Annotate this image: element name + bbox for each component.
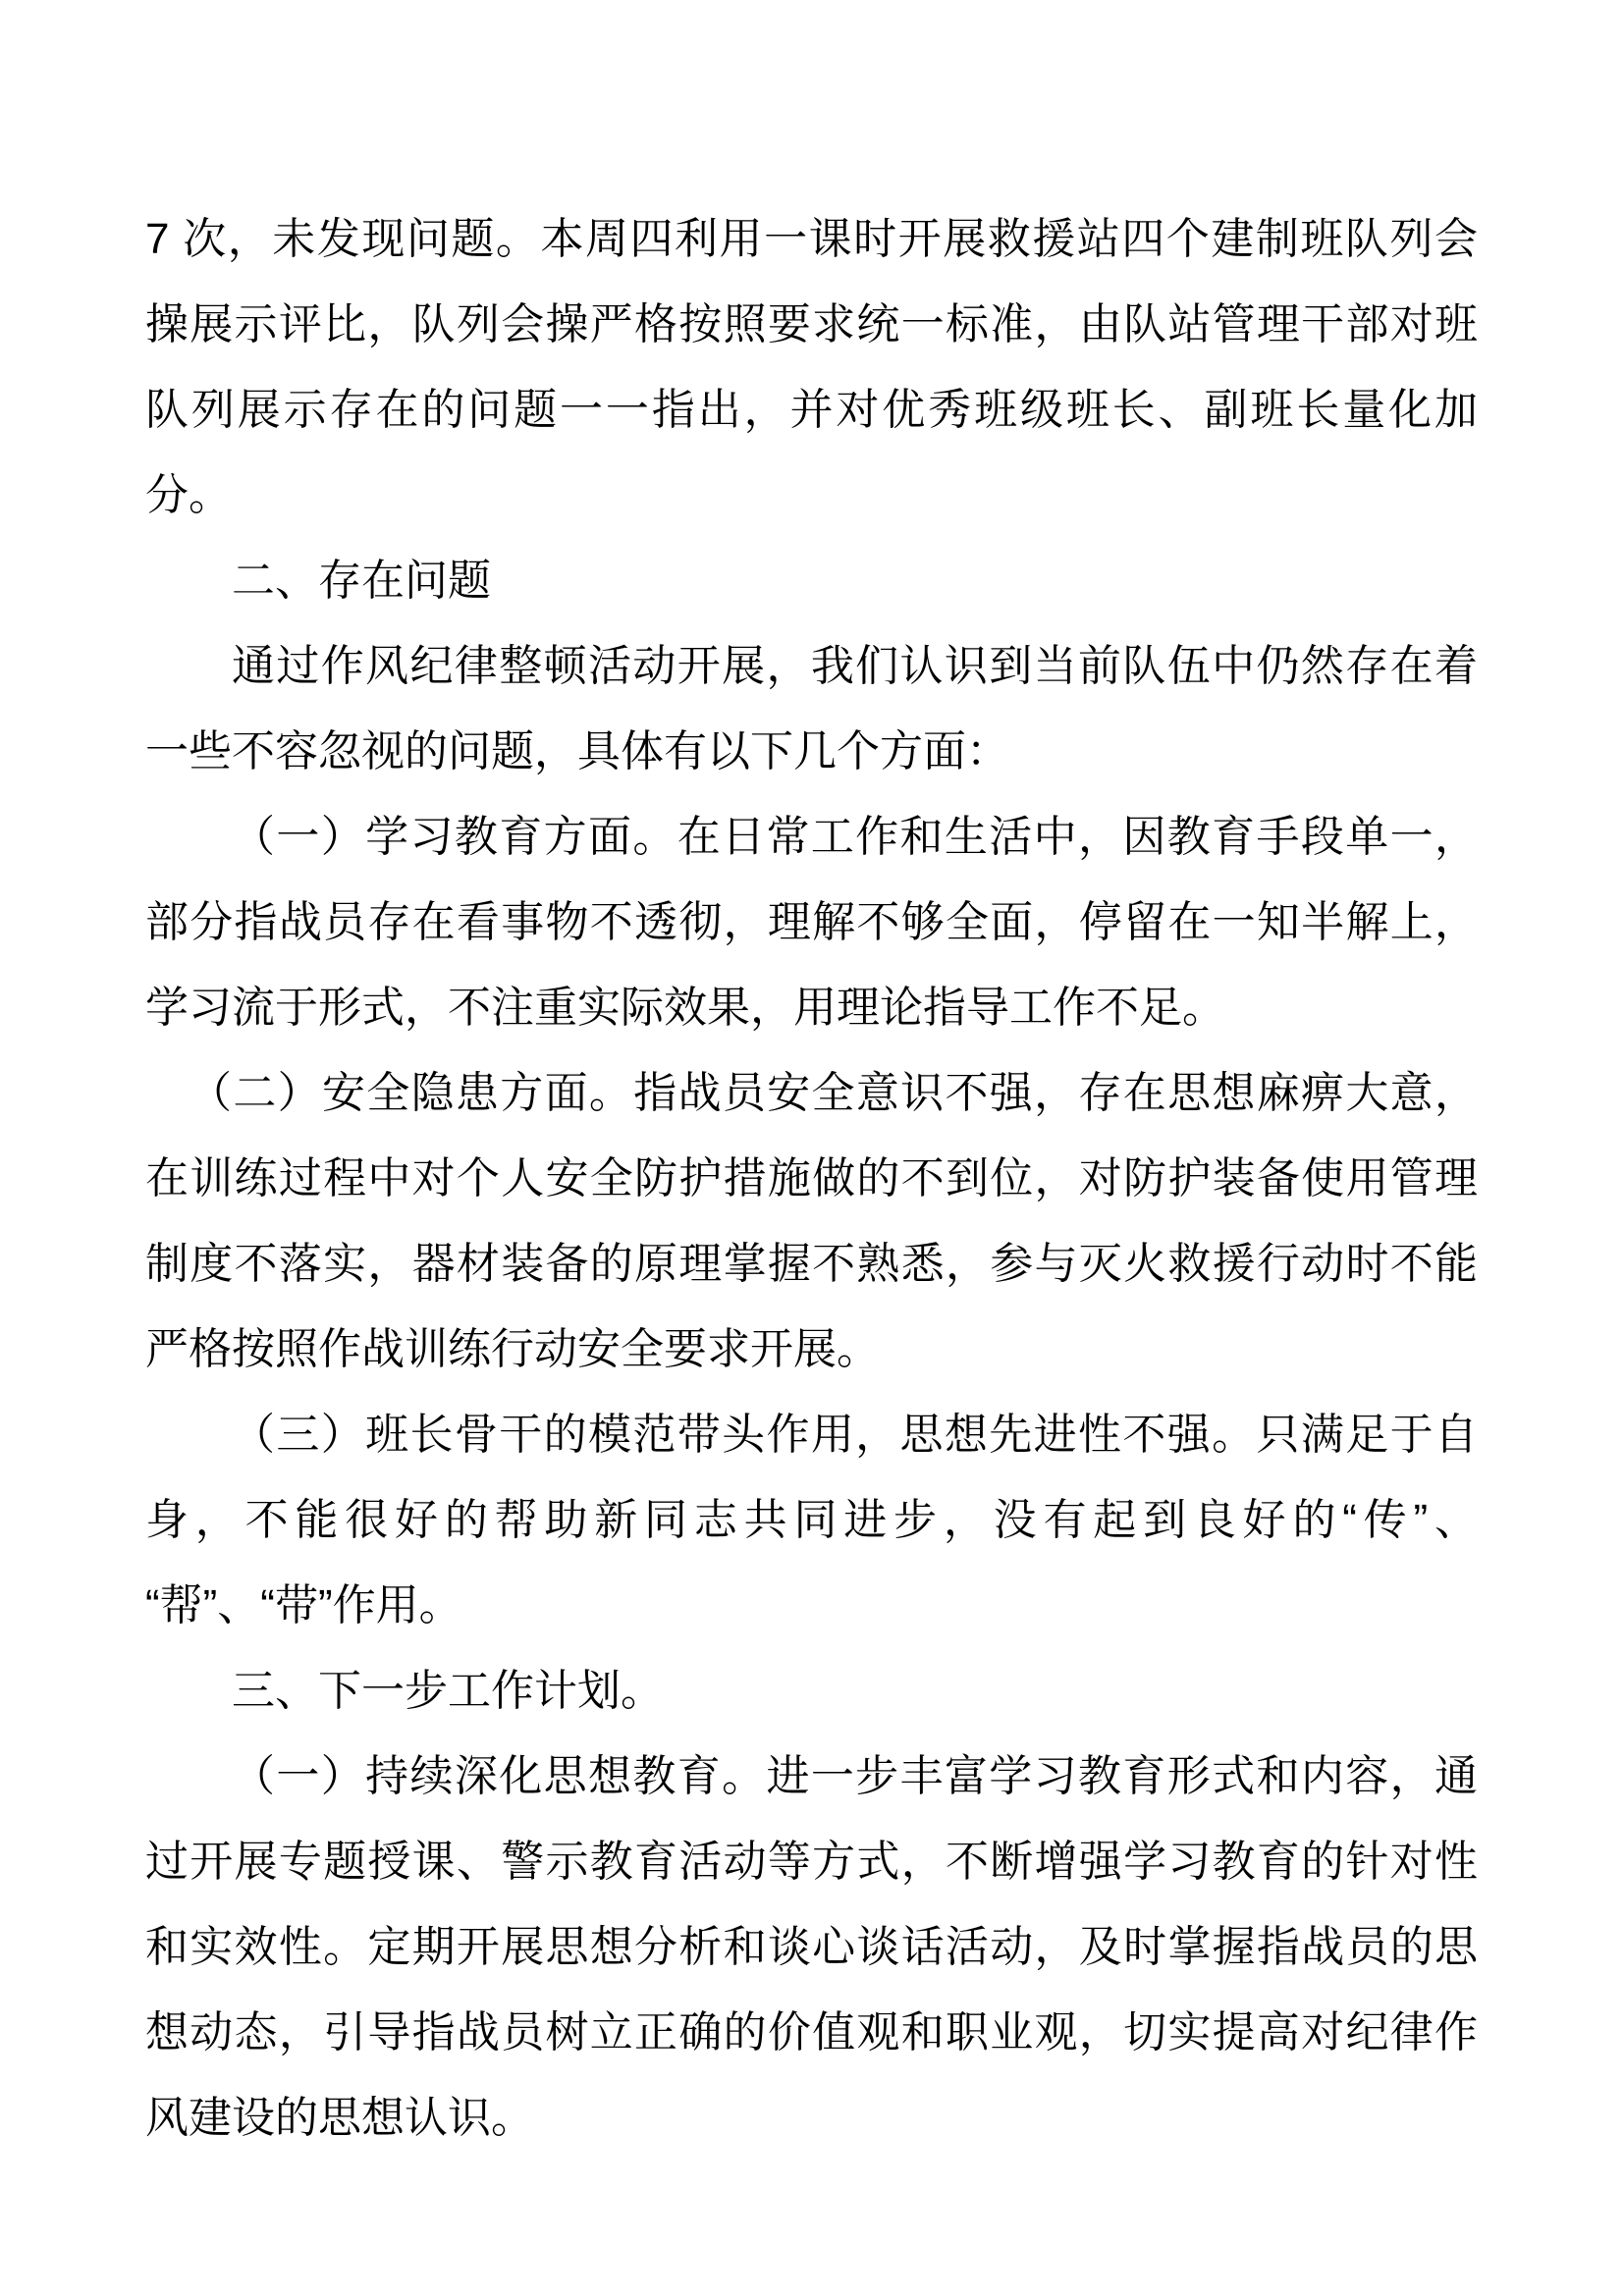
text-line: 过开展专题授课、警示教育活动等方式，不断增强学习教育的针对性 [145,1838,1478,1886]
text-line: 风建设的思想认识。 [145,2094,534,2142]
text-line: （二）安全隐患方面。指战员安全意识不强，存在思想麻痹大意， [189,1069,1478,1117]
text-line: （一）持续深化思想教育。进一步丰富学习教育形式和内容，通 [232,1752,1478,1800]
text-body [145,196,1478,2161]
text-line: 通过作风纪律整顿活动开展，我们认识到当前队伍中仍然存在着 [232,642,1478,690]
text-line: 想动态，引导指战员树立正确的价值观和职业观，切实提高对纪律作 [145,2008,1478,2056]
text-line: 学习流于形式，不注重实际效果，用理论指导工作不足。 [145,984,1225,1032]
text-line: 操展示评比，队列会操严格按照要求统一标准，由队站管理干部对班 [145,300,1478,348]
text-line: 分。 [145,471,232,519]
text-line: 在训练过程中对个人安全防护措施做的不到位，对防护装备使用管理 [145,1154,1478,1202]
text-line: （一）学习教育方面。在日常工作和生活中，因教育手段单一， [232,813,1478,861]
text-line: 队列展示存在的问题一一指出，并对优秀班级班长、副班长量化加 [145,386,1478,434]
text-line: 和实效性。定期开展思想分析和谈心谈话活动，及时掌握指战员的思 [145,1923,1478,1971]
text-line: （三）班长骨干的模范带头作用，思想先进性不强。只满足于自 [232,1411,1478,1459]
text-line: 严格按照作战训练行动安全要求开展。 [145,1325,880,1373]
text-line: 一些不容忽视的问题，具体有以下几个方面： [145,727,1009,775]
section-heading: 三、下一步工作计划。 [232,1667,664,1715]
text-line: 身，不能很好的帮助新同志共同进步，没有起到良好的“传”、 [145,1496,1478,1544]
text-line: 制度不落实，器材装备的原理掌握不熟悉，参与灭火救援行动时不能 [145,1240,1478,1288]
text-line: “帮”、“带”作用。 [145,1581,462,1629]
text-line: 部分指战员存在看事物不透彻，理解不够全面，停留在一知半解上， [145,898,1478,946]
section-heading: 二、存在问题 [232,557,491,605]
text-line: 7 次，未发现问题。本周四利用一课时开展救援站四个建制班队列会 [145,215,1478,263]
